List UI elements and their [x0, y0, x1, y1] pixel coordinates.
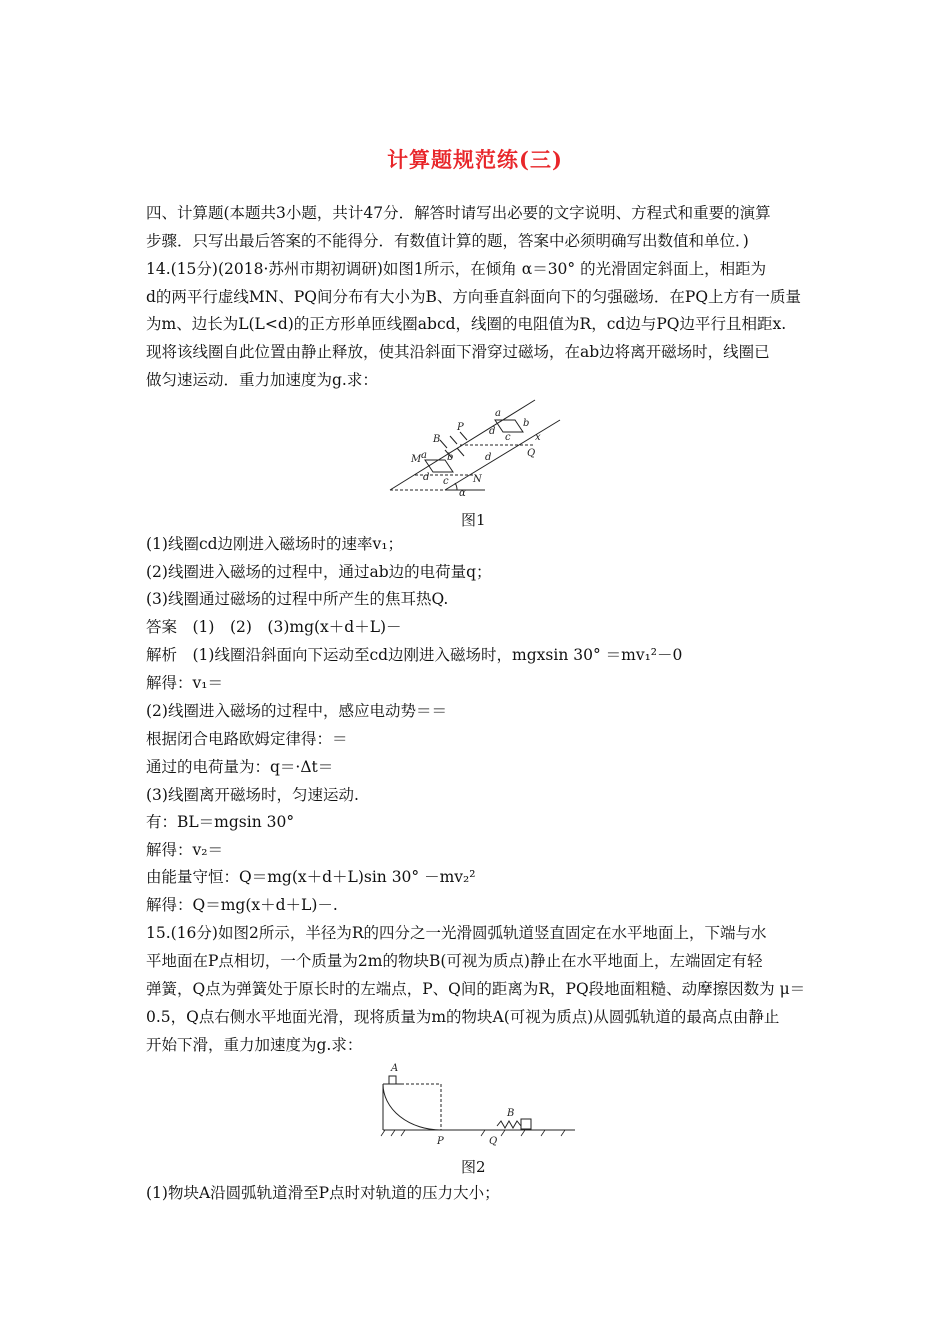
question-line: (1)物块A沿圆弧轨道滑至P点时对轨道的压力大小；: [146, 1184, 500, 1202]
figure-1-incline-diagram: [385, 390, 565, 505]
problem-14-line: 为m、边长为L(L<d)的正方形单匝线圈abcd，线圈的电阻值为R，cd边与PQ边平行且相距x.: [146, 315, 787, 333]
fig1-label: α: [459, 488, 466, 499]
fig1-label: x: [535, 432, 541, 443]
fig2-label: P: [437, 1136, 444, 1147]
problem-14-line: d的两平行虚线MN、PQ间分布有大小为B、方向垂直斜面向下的匀强磁场．在PQ上方有一质量: [146, 288, 802, 306]
solution-line: 根据闭合电路欧姆定律得：＝: [146, 730, 348, 748]
figure-2-arc-track-diagram: [375, 1058, 580, 1148]
fig1-label: a: [495, 408, 501, 419]
question-line: (1)线圈cd边刚进入磁场时的速率v₁；: [146, 535, 404, 553]
fig1-label: a: [421, 450, 427, 461]
instruction-line: 四、计算题(本题共3小题，共计47分．解答时请写出必要的文字说明、方程式和重要的演算: [146, 204, 771, 222]
solution-line: 由能量守恒：Q＝mg(x＋d＋L)sin 30° －mv₂²: [146, 868, 476, 886]
solution-line: 解得：v₁＝: [146, 674, 223, 692]
solution-line: (2)线圈进入磁场的过程中，感应电动势＝＝: [146, 702, 447, 720]
fig1-label: d: [423, 472, 430, 483]
fig1-label: P: [457, 422, 464, 433]
figure-2-caption: 图2: [461, 1158, 486, 1176]
problem-15-line: 0.5，Q点右侧水平地面光滑，现将质量为m的物块A(可视为质点)从圆弧轨道的最高点由静止: [146, 1008, 780, 1026]
fig1-label: N: [473, 474, 482, 485]
problem-14-line: 现将该线圈自此位置由静止释放，使其沿斜面下滑穿过磁场，在ab边将离开磁场时，线圈已: [146, 343, 770, 361]
fig1-label: B: [433, 434, 441, 445]
instruction-line: 步骤．只写出最后答案的不能得分．有数值计算的题，答案中必须明确写出数值和单位．): [146, 232, 749, 250]
page-title: 计算题规范练(三): [387, 147, 563, 172]
fig1-label: d: [489, 426, 496, 437]
fig2-label: A: [391, 1063, 399, 1074]
fig1-label: c: [443, 476, 449, 487]
problem-15-line: 开始下滑，重力加速度为g.求：: [146, 1036, 363, 1054]
figure-1-caption: 图1: [461, 511, 486, 529]
fig1-label: b: [523, 418, 530, 429]
solution-line: 解析 (1)线圈沿斜面向下运动至cd边刚进入磁场时，mgxsin 30° ＝mv₁²－0: [146, 646, 683, 664]
fig2-label: Q: [489, 1136, 498, 1147]
solution-line: 解得：v₂＝: [146, 841, 223, 859]
fig1-label: M: [411, 454, 422, 465]
solution-line: 解得：Q＝mg(x＋d＋L)－.: [146, 896, 338, 914]
solution-line: (3)线圈离开磁场时，匀速运动.: [146, 786, 359, 804]
problem-14-line: 14.(15分)(2018·苏州市期初调研)如图1所示，在倾角 α＝30° 的光滑固定斜面上，相距为: [146, 260, 767, 278]
problem-14-line: 做匀速运动．重力加速度为g.求：: [146, 371, 378, 389]
fig1-label: b: [447, 452, 454, 463]
solution-line: 有：BL＝mgsin 30°: [146, 813, 295, 831]
problem-15-line: 弹簧，Q点为弹簧处于原长时的左端点，P、Q间的距离为R，PQ段地面粗糙、动摩擦因数为 μ＝: [146, 980, 806, 998]
fig1-label: d: [485, 452, 492, 463]
solution-line: 通过的电荷量为：q＝·Δt＝: [146, 758, 334, 776]
question-line: (3)线圈通过磁场的过程中所产生的焦耳热Q.: [146, 590, 449, 608]
fig1-label: c: [505, 432, 511, 443]
question-line: (2)线圈进入磁场的过程中，通过ab边的电荷量q；: [146, 563, 492, 581]
fig1-label: Q: [527, 448, 536, 459]
fig2-label: B: [507, 1108, 515, 1119]
problem-15-line: 15.(16分)如图2所示，半径为R的四分之一光滑圆弧轨道竖直固定在水平地面上，下端与水: [146, 924, 767, 942]
answer-line: 答案 (1) (2) (3)mg(x＋d＋L)－: [146, 618, 402, 636]
problem-15-line: 平地面在P点相切，一个质量为2m的物块B(可视为质点)静止在水平地面上，左端固定有轻: [146, 952, 763, 970]
